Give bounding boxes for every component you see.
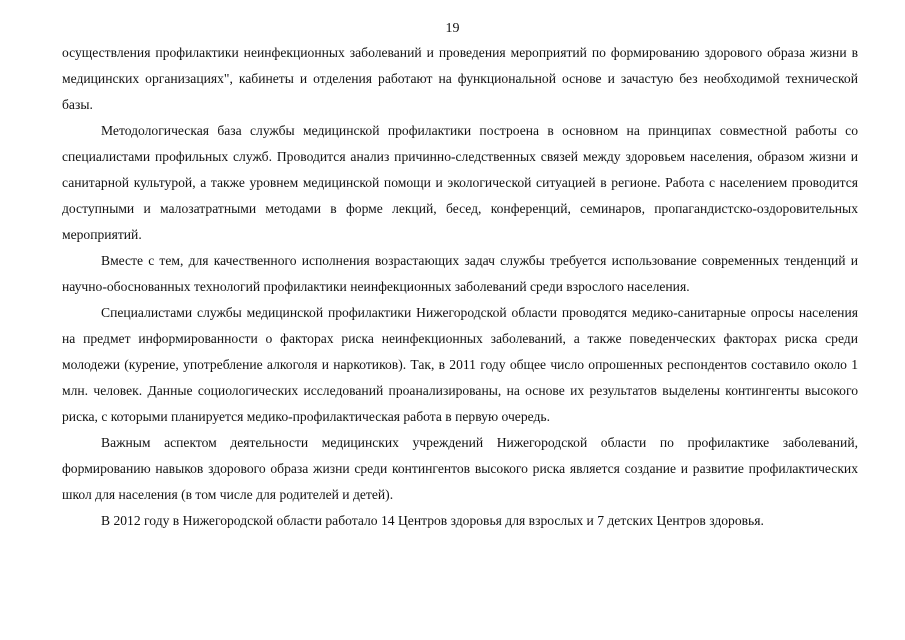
paragraph-health-centers: В 2012 году в Нижегородской области работало 14 Центров здоровья для взрослых и 7 детских Центров здоровья. [101, 513, 764, 528]
paragraph-methodology: Методологическая база службы медицинской профилактики построена в основном на принципах совместной работы со специалистами профильных служб. Проводится анализ причинно-следственных связей между здоровьем населения, образом жизни и санитарной культурой, а также уровнем медицинской помощи и экологической ситуацией в регионе. Работа с населением проводится доступными и малозатратными методами в форме лекций, бесед, конференций, семинаров, пропагандистско-оздоровительных мероприятий. [62, 123, 858, 242]
page-number: 19 [445, 21, 460, 36]
paragraph-modern-technologies: Вместе с тем, для качественного исполнения возрастающих задач службы требуется использование современных тенденций и научно-обоснованных технологий профилактики неинфекционных заболеваний среди взрослого населения. [62, 253, 858, 294]
body-text [62, 40, 858, 534]
paragraph-surveys: Специалистами службы медицинской профилактики Нижегородской области проводятся медико-санитарные опросы населения на предмет информированности о факторах риска неинфекционных заболеваний, а также поведенческих факторах риска среди молодежи (курение, употребление алкоголя и наркотиков). Так, в 2011 году общее число опрошенных респондентов составило около 1 млн. человек. Данные социологических исследований проанализированы, на основе их результатов выделены контингенты высокого риска, с которыми планируется медико-профилактическая работа в первую очередь. [62, 305, 858, 424]
paragraph-prevention-schools: Важным аспектом деятельности медицинских учреждений Нижегородской области по профилактике заболеваний, формированию навыков здорового образа жизни среди контингентов высокого риска является создание и развитие профилактических школ для населения (в том числе для родителей и детей). [62, 435, 858, 502]
paragraph-continuation: осуществления профилактики неинфекционных заболеваний и проведения мероприятий по формированию здорового образа жизни в медицинских организациях", кабинеты и отделения работают на функциональной основе и зачастую без необходимой технической базы. [62, 45, 858, 112]
